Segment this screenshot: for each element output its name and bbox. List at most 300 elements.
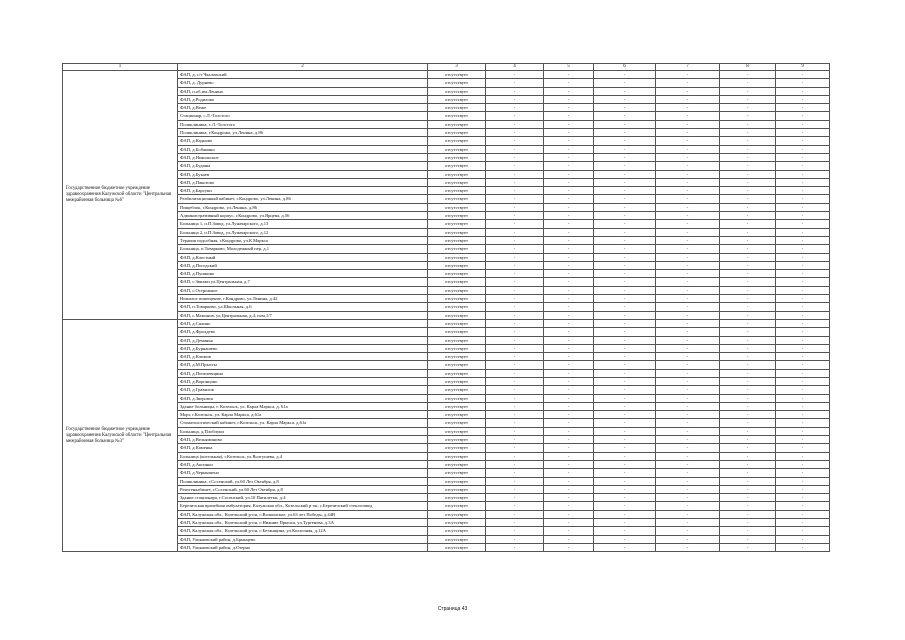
table-row xyxy=(63,477,830,485)
value-cell: - xyxy=(720,104,776,112)
value-cell: - xyxy=(656,170,720,178)
table-row xyxy=(63,402,830,410)
value-cell: - xyxy=(594,303,656,311)
value-cell: - xyxy=(594,236,656,244)
value-cell: - xyxy=(776,328,830,336)
table-row xyxy=(63,87,830,95)
table-row xyxy=(63,369,830,377)
value-cell: - xyxy=(594,485,656,493)
value-cell: - xyxy=(776,87,830,95)
page-number: Страница 43 xyxy=(437,606,468,612)
value-cell: - xyxy=(656,543,720,551)
value-cell: - xyxy=(544,543,594,551)
value-cell: - xyxy=(776,153,830,161)
value-cell: - xyxy=(720,212,776,220)
value-cell: - xyxy=(720,328,776,336)
value-cell: - xyxy=(544,295,594,303)
value-cell: - xyxy=(544,228,594,236)
facility-name-cell: ФАП, д. Дурнево xyxy=(178,79,428,87)
value-cell: - xyxy=(720,386,776,394)
value-cell: - xyxy=(486,510,544,518)
value-cell: - xyxy=(594,419,656,427)
value-cell: - xyxy=(776,361,830,369)
value-cell: - xyxy=(486,419,544,427)
value-cell: отсутствует xyxy=(428,195,486,203)
value-cell: отсутствует xyxy=(428,120,486,128)
column-header: 7 xyxy=(656,64,720,71)
value-cell: - xyxy=(544,502,594,510)
value-cell: - xyxy=(656,394,720,402)
value-cell: - xyxy=(776,245,830,253)
value-cell: - xyxy=(544,145,594,153)
value-cell: - xyxy=(544,261,594,269)
value-cell: - xyxy=(720,253,776,261)
value-cell: - xyxy=(486,452,544,460)
value-cell: отсутствует xyxy=(428,220,486,228)
value-cell: отсутствует xyxy=(428,328,486,336)
value-cell: - xyxy=(720,510,776,518)
value-cell: - xyxy=(656,112,720,120)
table-row xyxy=(63,328,830,336)
value-cell: - xyxy=(486,129,544,137)
column-header: 1 xyxy=(63,64,178,71)
value-cell: отсутствует xyxy=(428,344,486,352)
value-cell: - xyxy=(776,236,830,244)
value-cell: - xyxy=(656,153,720,161)
value-cell: - xyxy=(776,485,830,493)
value-cell: - xyxy=(544,361,594,369)
value-cell: - xyxy=(486,394,544,402)
value-cell: - xyxy=(776,543,830,551)
value-cell: - xyxy=(486,535,544,543)
value-cell: - xyxy=(486,444,544,452)
value-cell: - xyxy=(486,460,544,468)
value-cell: - xyxy=(486,187,544,195)
table-row xyxy=(63,187,830,195)
facility-name-cell: Больница, п.Товарково, Молодежный пер, д.1 xyxy=(178,245,428,253)
value-cell: - xyxy=(486,527,544,535)
value-cell: - xyxy=(656,162,720,170)
value-cell: отсутствует xyxy=(428,95,486,103)
table-row xyxy=(63,419,830,427)
table-row xyxy=(63,394,830,402)
value-cell: отсутствует xyxy=(428,270,486,278)
value-cell: - xyxy=(720,303,776,311)
value-cell: - xyxy=(544,245,594,253)
value-cell: - xyxy=(486,145,544,153)
table-row xyxy=(63,411,830,419)
value-cell: отсутствует xyxy=(428,87,486,95)
value-cell: - xyxy=(776,253,830,261)
value-cell: - xyxy=(720,170,776,178)
value-cell: - xyxy=(544,286,594,294)
document-sheet xyxy=(62,63,829,552)
value-cell: - xyxy=(486,402,544,410)
table-row xyxy=(63,228,830,236)
value-cell: - xyxy=(776,95,830,103)
table-row xyxy=(63,270,830,278)
value-cell: отсутствует xyxy=(428,502,486,510)
value-cell: - xyxy=(656,311,720,319)
value-cell: - xyxy=(486,295,544,303)
table-row xyxy=(63,452,830,460)
table-row xyxy=(63,79,830,87)
value-cell: - xyxy=(544,452,594,460)
facility-name-cell: ФАП, д. с/т Чкаловский xyxy=(178,71,428,79)
value-cell: - xyxy=(594,104,656,112)
table-row xyxy=(63,527,830,535)
value-cell: - xyxy=(594,129,656,137)
value-cell: - xyxy=(594,394,656,402)
value-cell: - xyxy=(656,527,720,535)
value-cell: - xyxy=(594,519,656,527)
value-cell: - xyxy=(656,228,720,236)
value-cell: - xyxy=(656,95,720,103)
value-cell: отсутствует xyxy=(428,361,486,369)
value-cell: - xyxy=(776,187,830,195)
value-cell: отсутствует xyxy=(428,510,486,518)
table-row xyxy=(63,261,830,269)
facility-name-cell: Пищеблок, г.Кондрово, ул.Ленина, д.86 xyxy=(178,203,428,211)
value-cell: - xyxy=(776,120,830,128)
value-cell: - xyxy=(544,178,594,186)
value-cell: отсутствует xyxy=(428,460,486,468)
value-cell: отсутствует xyxy=(428,145,486,153)
table-row xyxy=(63,361,830,369)
value-cell: - xyxy=(594,510,656,518)
value-cell: - xyxy=(486,245,544,253)
value-cell: - xyxy=(776,502,830,510)
value-cell: - xyxy=(544,278,594,286)
value-cell: - xyxy=(594,203,656,211)
value-cell: - xyxy=(656,303,720,311)
facility-name-cell: Нежилое помещение, г.Кондрово, ул.Ленина, д.42 xyxy=(178,295,428,303)
value-cell: - xyxy=(486,261,544,269)
value-cell: - xyxy=(720,261,776,269)
value-cell: - xyxy=(720,319,776,327)
facility-name-cell: Больница 1, п.П.Завод, ул.Луначарского, д.13 xyxy=(178,220,428,228)
value-cell: - xyxy=(594,402,656,410)
value-cell: отсутствует xyxy=(428,236,486,244)
value-cell: - xyxy=(656,319,720,327)
value-cell: - xyxy=(656,120,720,128)
value-cell: - xyxy=(486,311,544,319)
value-cell: - xyxy=(720,195,776,203)
value-cell: - xyxy=(544,236,594,244)
value-cell: - xyxy=(544,253,594,261)
value-cell: - xyxy=(720,79,776,87)
value-cell: - xyxy=(656,87,720,95)
value-cell: - xyxy=(594,319,656,327)
value-cell: - xyxy=(544,187,594,195)
value-cell: - xyxy=(656,220,720,228)
value-cell: - xyxy=(486,543,544,551)
value-cell: - xyxy=(486,411,544,419)
value-cell: - xyxy=(656,245,720,253)
value-cell: - xyxy=(776,79,830,87)
value-cell: - xyxy=(776,319,830,327)
value-cell: отсутствует xyxy=(428,369,486,377)
value-cell: - xyxy=(720,278,776,286)
value-cell: - xyxy=(720,95,776,103)
value-cell: - xyxy=(544,519,594,527)
facility-name-cell: ФАП, п.об.им.Ленина xyxy=(178,87,428,95)
value-cell: - xyxy=(720,120,776,128)
value-cell: - xyxy=(486,270,544,278)
value-cell: - xyxy=(486,112,544,120)
value-cell: - xyxy=(486,303,544,311)
value-cell: - xyxy=(720,394,776,402)
value-cell: - xyxy=(720,369,776,377)
value-cell: - xyxy=(486,436,544,444)
value-cell: - xyxy=(720,153,776,161)
table-row xyxy=(63,303,830,311)
table-row xyxy=(63,71,830,79)
facility-name-cell: ФАП, д.Воронцово xyxy=(178,377,428,385)
value-cell: - xyxy=(776,535,830,543)
facility-name-cell: Рентгенкабинет, г.Сосенский, ул.60 Лет Октября, д.8 xyxy=(178,485,428,493)
table-row xyxy=(63,336,830,344)
value-cell: - xyxy=(776,477,830,485)
facility-name-cell: Поликлиника, г.Кондрово, ул.Ленина, д.86 xyxy=(178,129,428,137)
value-cell: отсутствует xyxy=(428,311,486,319)
value-cell: - xyxy=(594,469,656,477)
value-cell: - xyxy=(656,485,720,493)
facility-name-cell: ФАП, д.Аксиньи xyxy=(178,460,428,468)
value-cell: - xyxy=(656,411,720,419)
value-cell: - xyxy=(594,361,656,369)
value-cell: - xyxy=(656,344,720,352)
value-cell: - xyxy=(594,411,656,419)
facility-name-cell: ФАП, д.Климов xyxy=(178,353,428,361)
value-cell: - xyxy=(720,71,776,79)
value-cell: - xyxy=(544,87,594,95)
value-cell: - xyxy=(776,112,830,120)
value-cell: - xyxy=(544,212,594,220)
value-cell: - xyxy=(776,402,830,410)
table-row xyxy=(63,377,830,385)
facility-name-cell: ФАП, с.Звизжи ул.Центральная, д.7 xyxy=(178,278,428,286)
value-cell: - xyxy=(720,419,776,427)
value-cell: - xyxy=(720,203,776,211)
table-row xyxy=(63,311,830,319)
value-cell: - xyxy=(486,162,544,170)
value-cell: - xyxy=(720,502,776,510)
value-cell: - xyxy=(594,245,656,253)
value-cell: - xyxy=(656,187,720,195)
value-cell: - xyxy=(544,469,594,477)
value-cell: отсутствует xyxy=(428,303,486,311)
value-cell: отсутствует xyxy=(428,402,486,410)
value-cell: - xyxy=(486,95,544,103)
value-cell: - xyxy=(720,535,776,543)
value-cell: - xyxy=(776,212,830,220)
value-cell: - xyxy=(594,71,656,79)
table-row xyxy=(63,295,830,303)
value-cell: - xyxy=(656,444,720,452)
value-cell: отсутствует xyxy=(428,203,486,211)
value-cell: - xyxy=(656,203,720,211)
value-cell: - xyxy=(776,519,830,527)
value-cell: отсутствует xyxy=(428,253,486,261)
value-cell: отсутствует xyxy=(428,71,486,79)
value-cell: - xyxy=(486,386,544,394)
table-row xyxy=(63,145,830,153)
value-cell: - xyxy=(720,137,776,145)
table-row xyxy=(63,178,830,186)
value-cell: - xyxy=(486,336,544,344)
value-cell: - xyxy=(656,253,720,261)
value-cell: - xyxy=(486,120,544,128)
value-cell: - xyxy=(656,104,720,112)
value-cell: - xyxy=(776,137,830,145)
value-cell: - xyxy=(720,469,776,477)
value-cell: - xyxy=(594,452,656,460)
column-header: 5 xyxy=(544,64,594,71)
value-cell: - xyxy=(544,195,594,203)
value-cell: - xyxy=(776,377,830,385)
value-cell: - xyxy=(594,228,656,236)
value-cell: - xyxy=(656,402,720,410)
value-cell: - xyxy=(544,336,594,344)
value-cell: - xyxy=(656,452,720,460)
value-cell: - xyxy=(544,369,594,377)
value-cell: - xyxy=(776,203,830,211)
table-row xyxy=(63,203,830,211)
value-cell: - xyxy=(594,535,656,543)
value-cell: - xyxy=(594,95,656,103)
table-row xyxy=(63,112,830,120)
value-cell: - xyxy=(656,195,720,203)
value-cell: - xyxy=(486,494,544,502)
value-cell: - xyxy=(544,71,594,79)
value-cell: - xyxy=(544,328,594,336)
value-cell: - xyxy=(486,477,544,485)
value-cell: - xyxy=(594,427,656,435)
table-row xyxy=(63,253,830,261)
facility-name-cell: ФАП, д.Никольское xyxy=(178,153,428,161)
value-cell: - xyxy=(720,402,776,410)
header-row xyxy=(63,64,830,71)
value-cell: - xyxy=(594,153,656,161)
value-cell: - xyxy=(544,303,594,311)
value-cell: отсутствует xyxy=(428,129,486,137)
value-cell: - xyxy=(776,353,830,361)
facility-name-cell: ФАП, д.Зверовск xyxy=(178,394,428,402)
value-cell: - xyxy=(656,535,720,543)
value-cell: отсутствует xyxy=(428,212,486,220)
value-cell: - xyxy=(544,510,594,518)
table-row xyxy=(63,286,830,294)
value-cell: - xyxy=(656,236,720,244)
value-cell: - xyxy=(594,137,656,145)
table-row xyxy=(63,436,830,444)
value-cell: - xyxy=(656,494,720,502)
value-cell: - xyxy=(594,477,656,485)
value-cell: - xyxy=(656,460,720,468)
facility-name-cell: ФАП, с.Острожное xyxy=(178,286,428,294)
value-cell: - xyxy=(544,386,594,394)
value-cell: - xyxy=(594,344,656,352)
value-cell: - xyxy=(486,212,544,220)
value-cell: - xyxy=(594,178,656,186)
value-cell: - xyxy=(486,427,544,435)
value-cell: - xyxy=(776,303,830,311)
value-cell: - xyxy=(544,170,594,178)
value-cell: - xyxy=(776,452,830,460)
facility-name-cell: Морг, г.Козельск, ул. Карла Маркса, д.61а xyxy=(178,411,428,419)
value-cell: - xyxy=(544,153,594,161)
facility-name-cell: ФАП, д.Буданы xyxy=(178,162,428,170)
value-cell: - xyxy=(656,353,720,361)
value-cell: - xyxy=(544,353,594,361)
facility-name-cell: ФАП, Ульяновский район, д.Озерно xyxy=(178,543,428,551)
value-cell: - xyxy=(656,502,720,510)
value-cell: - xyxy=(544,377,594,385)
value-cell: - xyxy=(720,145,776,153)
value-cell: отсутствует xyxy=(428,485,486,493)
value-cell: - xyxy=(776,261,830,269)
value-cell: - xyxy=(486,319,544,327)
facility-name-cell: ФАП, д.М.Прысты xyxy=(178,361,428,369)
value-cell: - xyxy=(776,295,830,303)
value-cell: - xyxy=(656,377,720,385)
value-cell: - xyxy=(776,386,830,394)
facility-table xyxy=(62,63,830,552)
value-cell: отсутствует xyxy=(428,427,486,435)
table-row xyxy=(63,460,830,468)
value-cell: - xyxy=(594,460,656,468)
value-cell: - xyxy=(544,485,594,493)
value-cell: отсутствует xyxy=(428,178,486,186)
value-cell: - xyxy=(776,286,830,294)
value-cell: - xyxy=(594,79,656,87)
facility-name-cell: ФАП, д.Вельяминово xyxy=(178,436,428,444)
value-cell: - xyxy=(776,460,830,468)
column-header: 4 xyxy=(486,64,544,71)
value-cell: - xyxy=(486,344,544,352)
value-cell: - xyxy=(720,485,776,493)
value-cell: - xyxy=(656,79,720,87)
value-cell: - xyxy=(544,494,594,502)
value-cell: отсутствует xyxy=(428,394,486,402)
value-cell: - xyxy=(486,485,544,493)
value-cell: отсутствует xyxy=(428,436,486,444)
value-cell: - xyxy=(776,228,830,236)
facility-name-cell: ФАП, с.Мамонов, ул.Центральная, д.4, пом.1/7 xyxy=(178,311,428,319)
value-cell: - xyxy=(776,311,830,319)
value-cell: - xyxy=(486,71,544,79)
value-cell: - xyxy=(656,477,720,485)
value-cell: - xyxy=(776,427,830,435)
facility-name-cell: ФАП, Калужская обл., Козельский р-он, с.Бетанщина, ул.Колхозная, д.12А xyxy=(178,527,428,535)
facility-name-cell: Здание стационара, г.Сосенский, ул.10 Пятилетки, д.4 xyxy=(178,494,428,502)
value-cell: - xyxy=(486,236,544,244)
value-cell: - xyxy=(544,444,594,452)
facility-name-cell: ФАП, д.Сялино xyxy=(178,319,428,327)
value-cell: - xyxy=(656,469,720,477)
value-cell: - xyxy=(594,170,656,178)
value-cell: - xyxy=(486,195,544,203)
value-cell: - xyxy=(720,543,776,551)
value-cell: - xyxy=(720,295,776,303)
value-cell: отсутствует xyxy=(428,377,486,385)
value-cell: отсутствует xyxy=(428,162,486,170)
value-cell: - xyxy=(486,87,544,95)
value-cell: - xyxy=(544,436,594,444)
table-row xyxy=(63,129,830,137)
value-cell: - xyxy=(544,120,594,128)
